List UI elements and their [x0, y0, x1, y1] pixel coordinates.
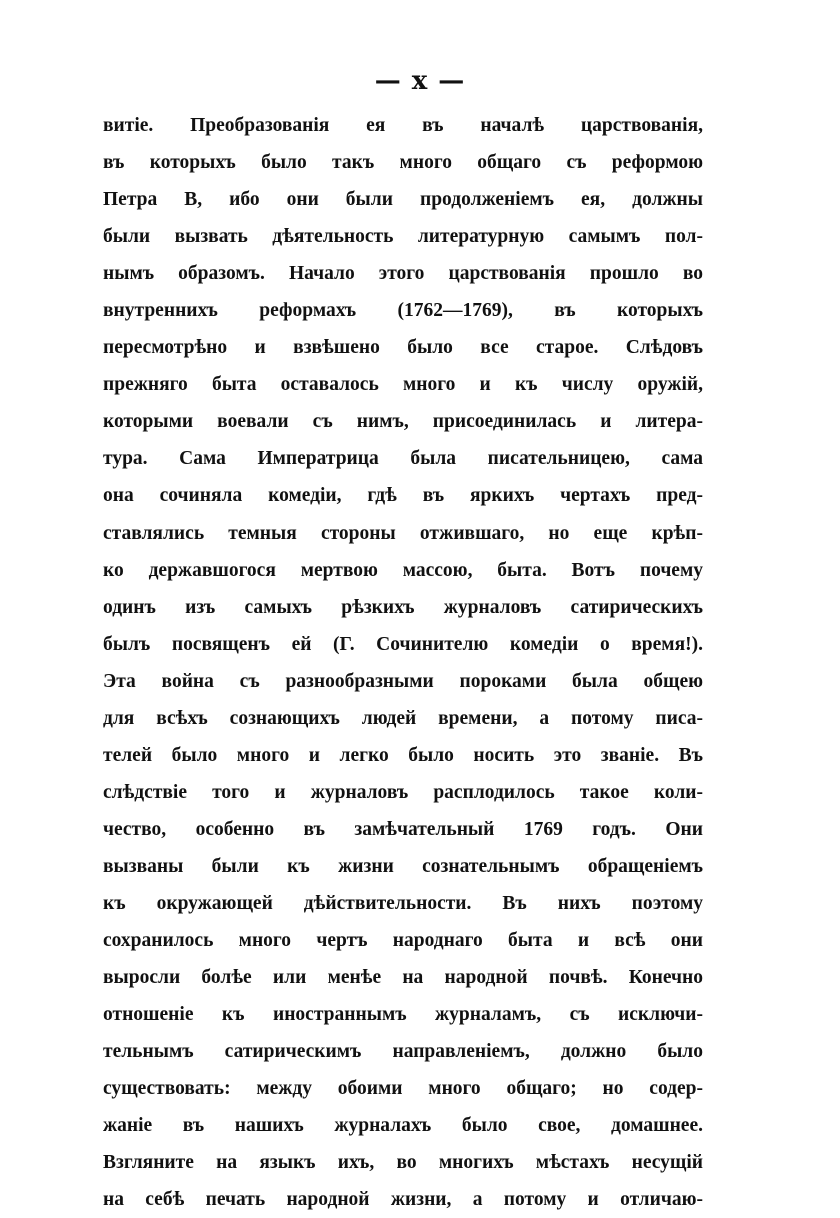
- page-number-header: — x —: [374, 66, 466, 96]
- text-line: тельнымъ сатирическимъ направленіемъ, должно было: [103, 1041, 703, 1063]
- text-line: прежняго быта оставалось много и къ числу оружій,: [103, 374, 703, 396]
- text-line: были вызвать дѣятельность литературную самымъ пол-: [103, 226, 703, 248]
- text-line: къ окружающей дѣйствительности. Въ нихъ поэтому: [103, 892, 703, 914]
- text-line: внутреннихъ реформахъ (1762—1769), въ которыхъ: [103, 300, 703, 322]
- text-line: Эта война съ разнообразными пороками была общею: [103, 670, 703, 692]
- text-line: Петра В, ибо они были продолженіемъ ея, должны: [103, 189, 703, 211]
- text-line: она сочиняла комедіи, гдѣ въ яркихъ чертахъ пред-: [103, 485, 703, 507]
- text-line: ставлялись темныя стороны отжившаго, но еще крѣп-: [103, 522, 703, 544]
- text-line: вызваны были къ жизни сознательнымъ обращеніемъ: [103, 855, 703, 877]
- text-line: пересмотрѣно и взвѣшено было все старое. Слѣдовъ: [103, 337, 703, 359]
- text-line: тура. Сама Императрица была писательницею, сама: [103, 448, 703, 470]
- text-line: на себѣ печать народной жизни, а потому и отличаю-: [103, 1189, 703, 1211]
- text-line: въ которыхъ было такъ много общаго съ реформою: [103, 152, 703, 174]
- text-line: отношеніе къ иностраннымъ журналамъ, съ исключи-: [103, 1004, 703, 1026]
- text-line: для всѣхъ сознающихъ людей времени, а потому писа-: [103, 707, 703, 729]
- text-line: сохранилось много чертъ народнаго быта и всѣ они: [103, 930, 703, 952]
- text-line: существовать: между обоими много общаго; но содер-: [103, 1078, 703, 1100]
- text-line: жаніе въ нашихъ журналахъ было свое, домашнее.: [103, 1115, 703, 1137]
- text-line: нымъ образомъ. Начало этого царствованія прошло во: [103, 263, 703, 285]
- text-line: слѣдствіе того и журналовъ расплодилось такое коли-: [103, 781, 703, 803]
- text-line: ко державшогося мертвою массою, быта. Вотъ почему: [103, 559, 703, 581]
- text-line: былъ посвященъ ей (Г. Сочинителю комедіи о время!).: [103, 633, 703, 655]
- text-line: телей было много и легко было носить это званіе. Въ: [103, 744, 703, 766]
- text-line: выросли болѣе или менѣе на народной почвѣ. Конечно: [103, 967, 703, 989]
- text-line: которыми воевали съ нимъ, присоединилась и литера-: [103, 411, 703, 433]
- body-text: [103, 107, 703, 1218]
- text-line: одинъ изъ самыхъ рѣзкихъ журналовъ сатирическихъ: [103, 596, 703, 618]
- text-line: Взгляните на языкъ ихъ, во многихъ мѣстахъ несущій: [103, 1152, 703, 1174]
- text-line: витіе. Преобразованія ея въ началѣ царствованія,: [103, 115, 703, 136]
- text-line: чество, особенно въ замѣчательный 1769 годъ. Они: [103, 818, 703, 840]
